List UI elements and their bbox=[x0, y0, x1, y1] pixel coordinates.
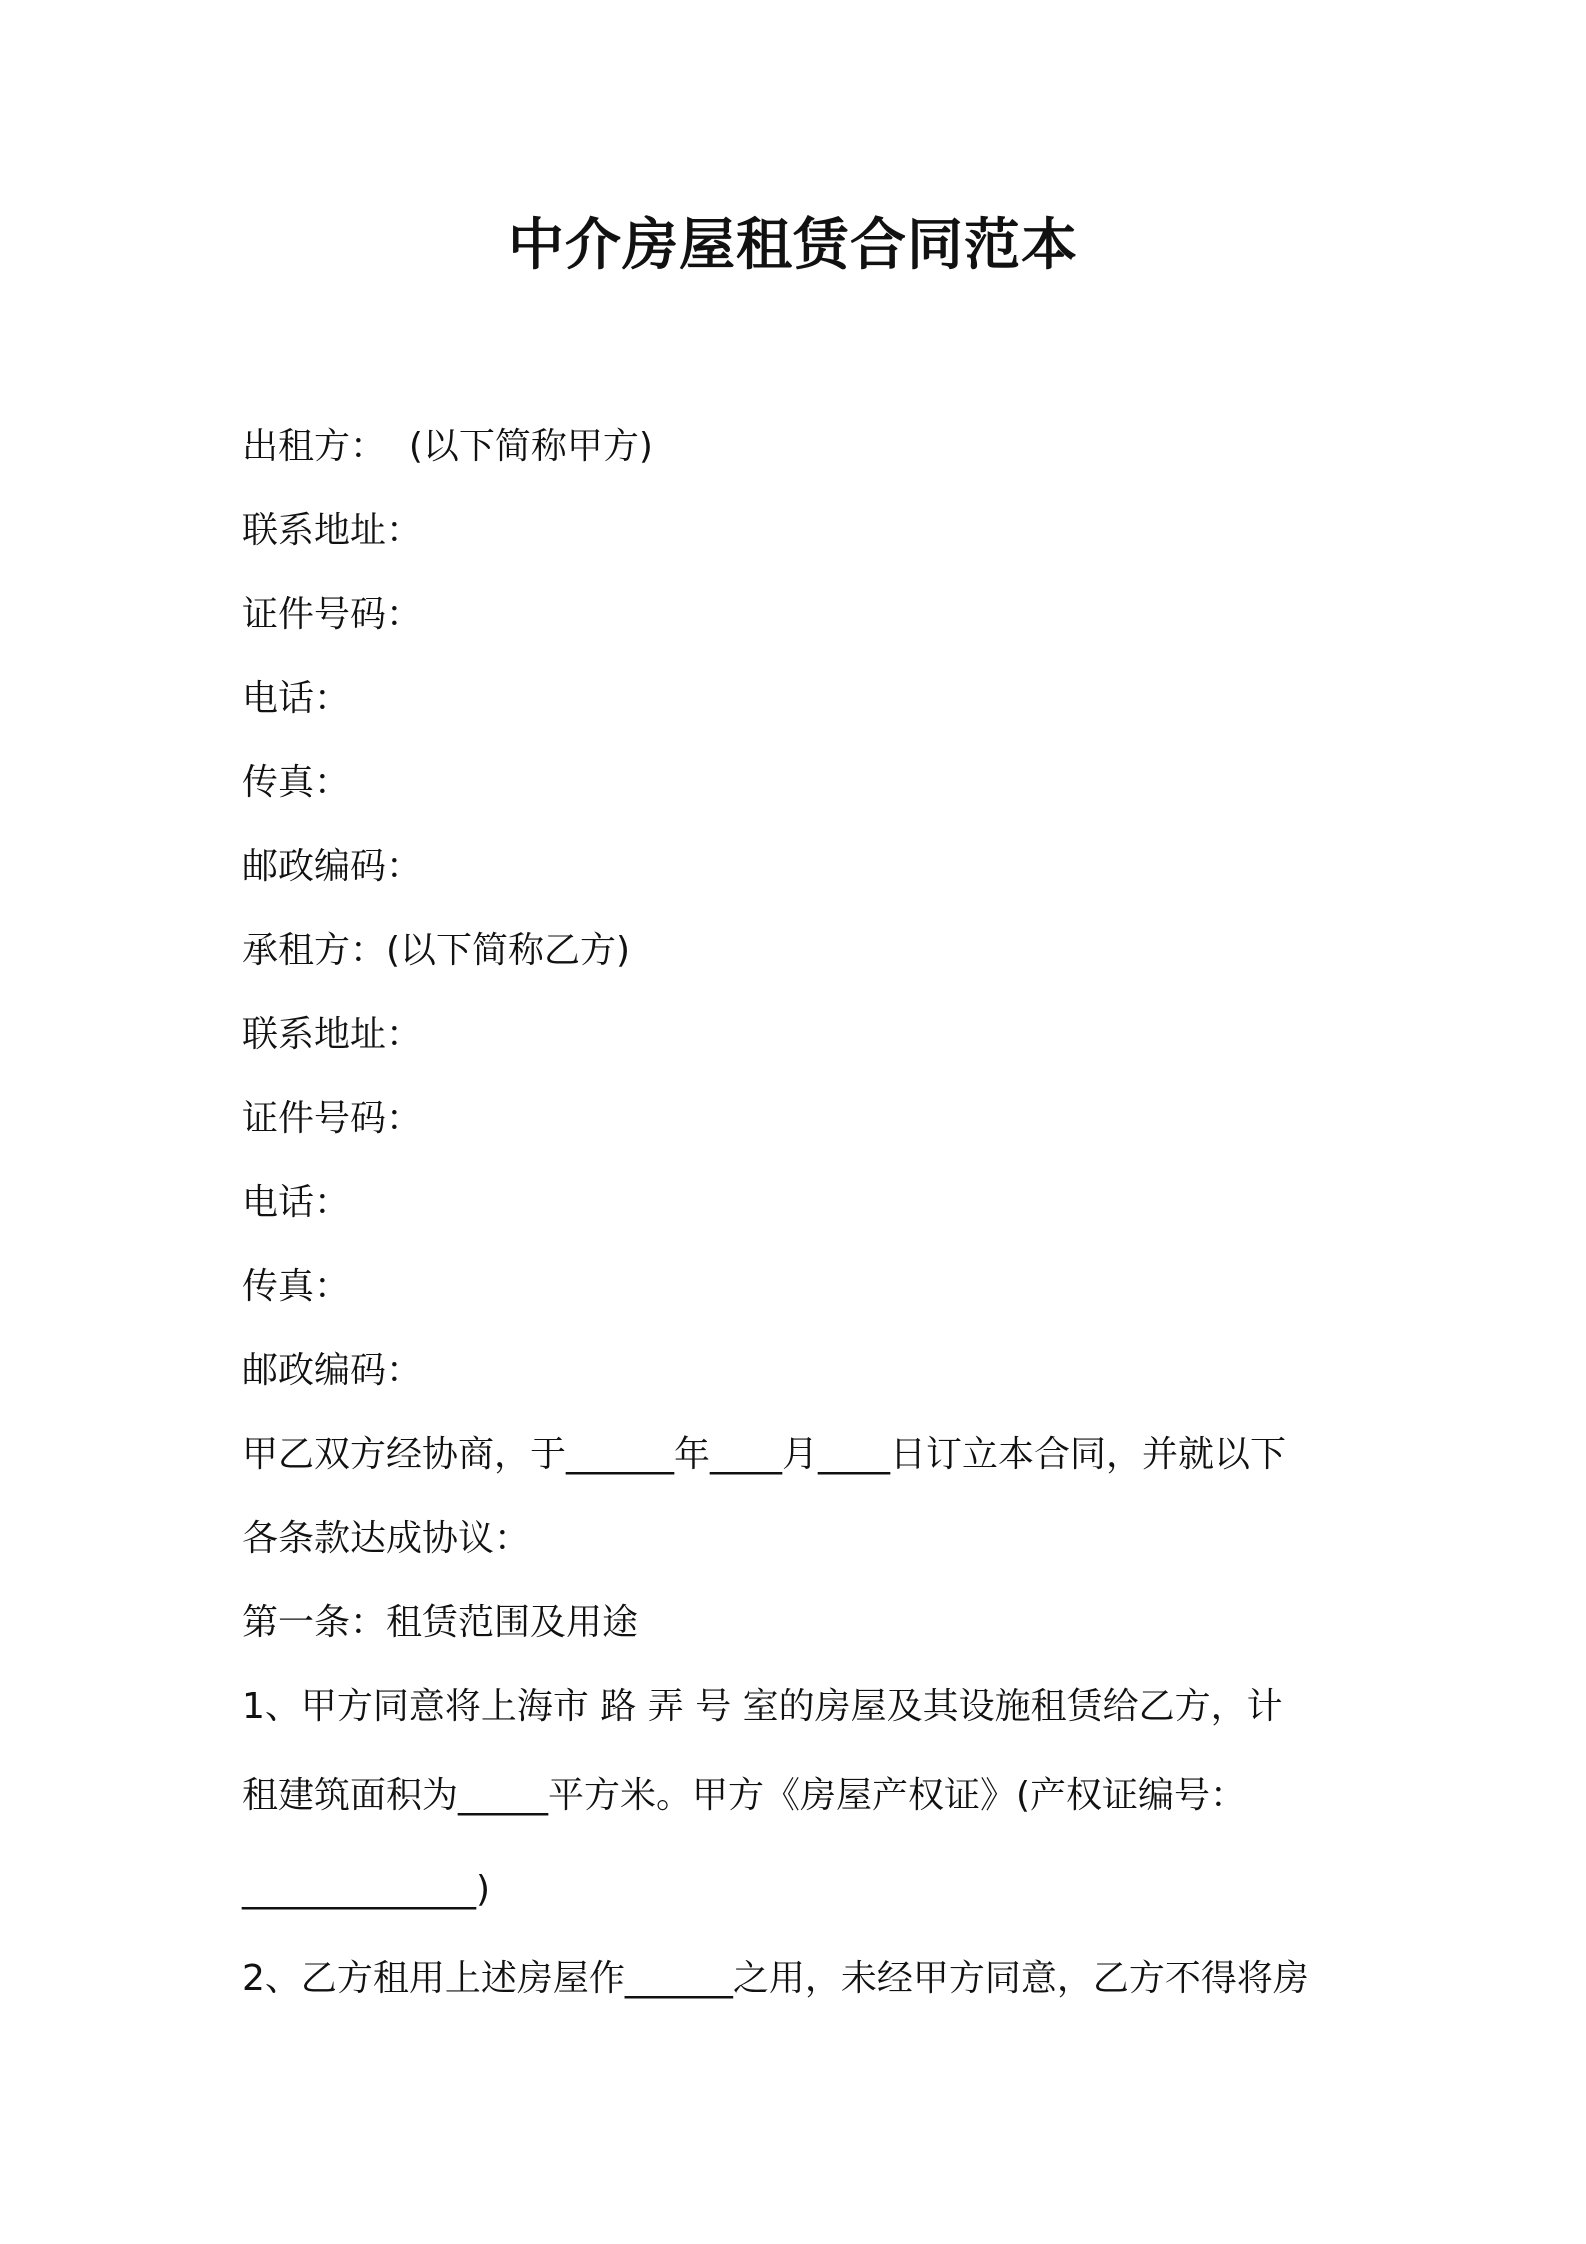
document-title: 中介房屋租赁合同范本 bbox=[508, 213, 1078, 278]
lessee-line: 承租方：(以下简称乙方) bbox=[242, 930, 631, 971]
lessor-phone-line: 电话： bbox=[242, 678, 351, 719]
document-body bbox=[242, 405, 1362, 2021]
lessor-line: 出租方： (以下简称甲方) bbox=[242, 426, 653, 467]
clause-1-certificate-line: _____________) bbox=[242, 1869, 491, 1910]
article-one-heading: 第一条：租赁范围及用途 bbox=[242, 1602, 639, 1643]
lessee-id-line: 证件号码： bbox=[242, 1098, 423, 1139]
clause-1-line-cont: 租建筑面积为_____平方米。甲方《房屋产权证》(产权证编号： bbox=[242, 1775, 1247, 1816]
lessor-postcode-line: 邮政编码： bbox=[242, 846, 423, 887]
lessee-fax-line: 传真： bbox=[242, 1266, 351, 1307]
clause-1-line: 1、甲方同意将上海市 路 弄 号 室的房屋及其设施租赁给乙方，计 bbox=[242, 1686, 1283, 1727]
clause-2-line: 2、乙方租用上述房屋作______之用，未经甲方同意，乙方不得将房 bbox=[242, 1958, 1309, 1999]
agreement-intro-line-cont: 各条款达成协议： bbox=[242, 1518, 531, 1559]
lessor-id-line: 证件号码： bbox=[242, 594, 423, 635]
lessee-phone-line: 电话： bbox=[242, 1182, 351, 1223]
agreement-intro-line: 甲乙双方经协商，于______年____月____日订立本合同，并就以下 bbox=[242, 1434, 1287, 1475]
lessor-fax-line: 传真： bbox=[242, 762, 351, 803]
lessee-address-line: 联系地址： bbox=[242, 1014, 423, 1055]
lessee-postcode-line: 邮政编码： bbox=[242, 1350, 423, 1391]
lessor-address-line: 联系地址： bbox=[242, 510, 423, 551]
